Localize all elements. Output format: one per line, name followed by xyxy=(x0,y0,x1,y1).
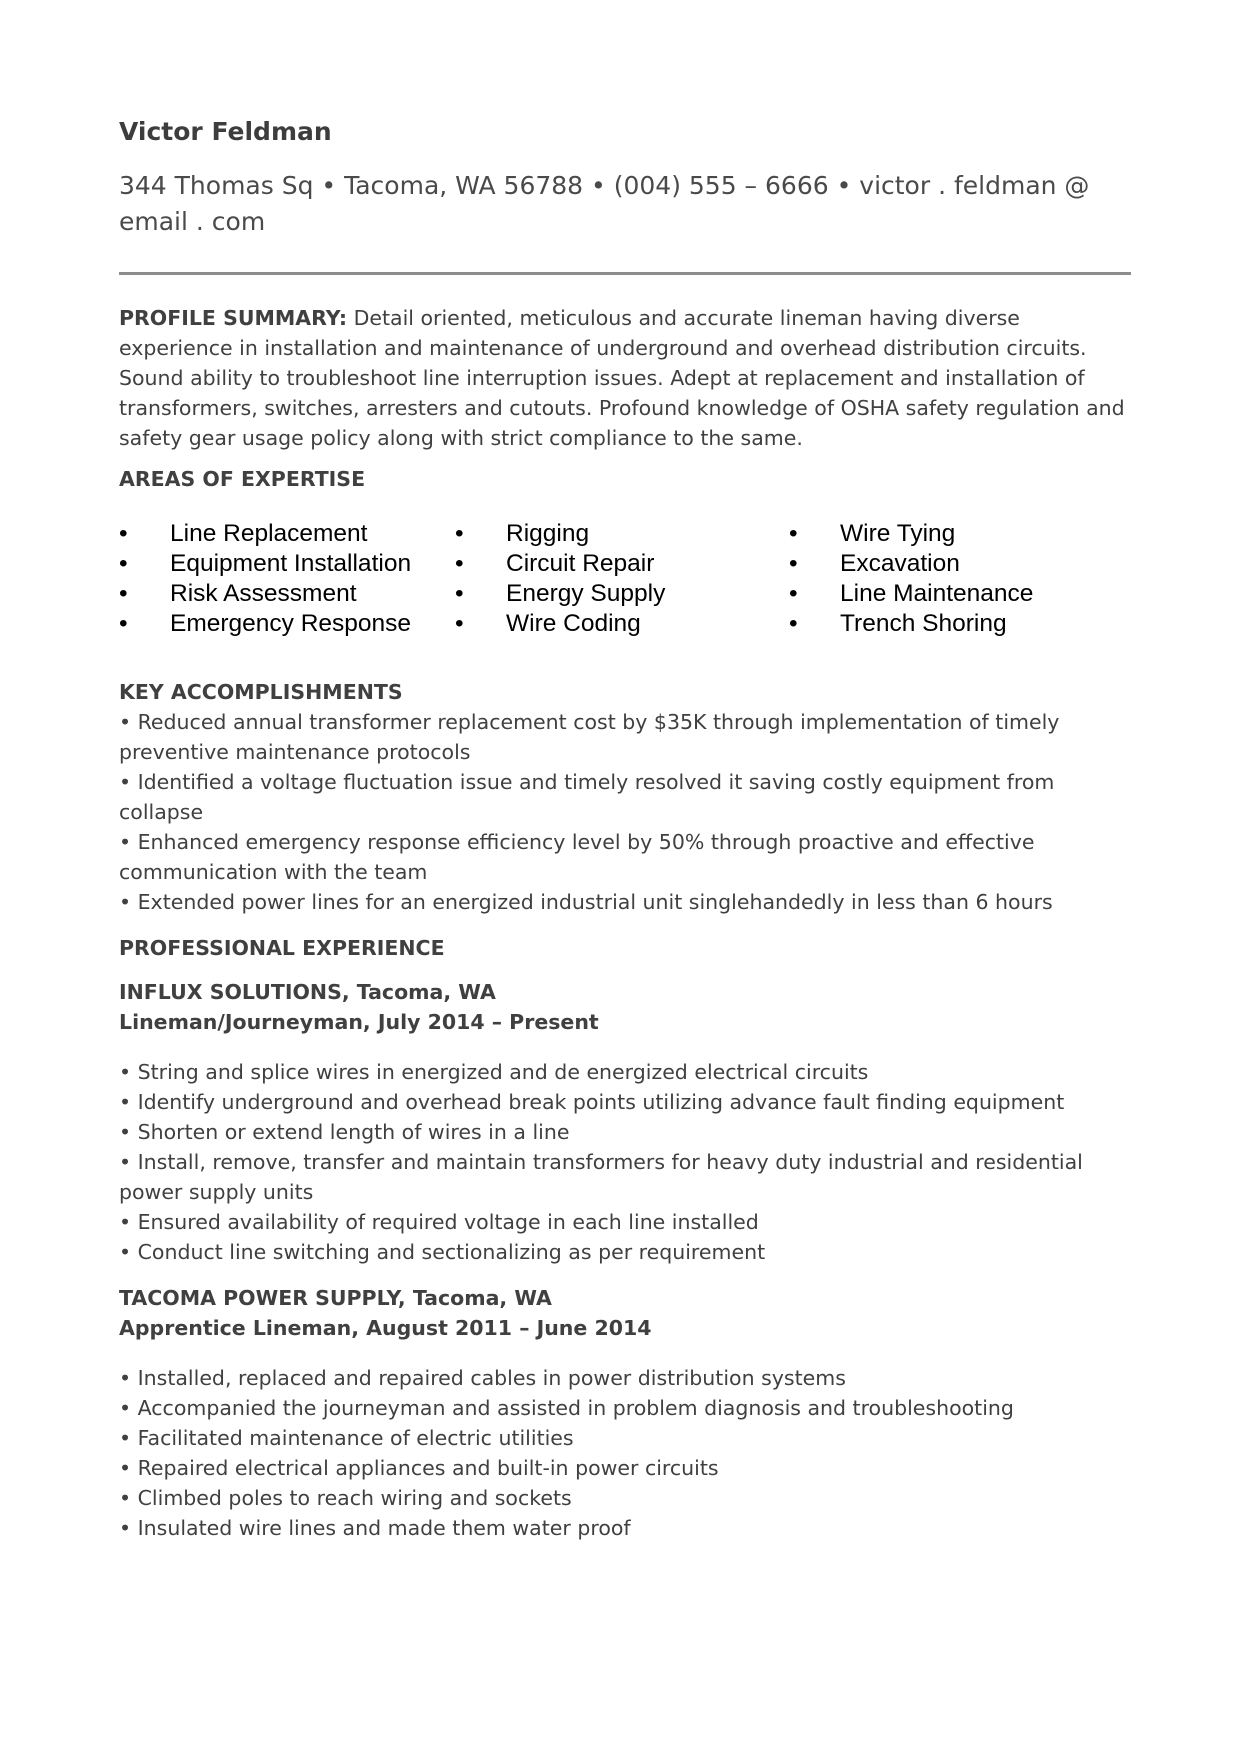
expertise-item xyxy=(455,579,775,609)
list-item: • Identify underground and overhead break points utilizing advance fault finding equipment xyxy=(119,1090,1065,1114)
header-divider xyxy=(119,272,1131,275)
job-duties-list xyxy=(119,1057,1131,1267)
accomplishments-title: KEY ACCOMPLISHMENTS xyxy=(119,680,403,704)
bullet: • xyxy=(455,550,464,577)
list-item: • Facilitated maintenance of electric utilities xyxy=(119,1426,574,1450)
bullet: • xyxy=(455,610,464,637)
job-role: Apprentice Lineman, August 2011 – June 2014 xyxy=(119,1316,652,1340)
expertise-item-label: Equipment Installation xyxy=(170,550,412,577)
list-item: • Ensured availability of required voltage in each line installed xyxy=(119,1210,759,1234)
expertise-item-label: Circuit Repair xyxy=(506,550,655,577)
list-item: • Insulated wire lines and made them water proof xyxy=(119,1516,631,1540)
list-item: • Repaired electrical appliances and built-in power circuits xyxy=(119,1456,719,1480)
bullet: • xyxy=(119,610,128,637)
list-item: • Conduct line switching and sectionalizing as per requirement xyxy=(119,1240,766,1264)
expertise-item xyxy=(455,549,775,579)
job-role: Lineman/Journeyman, July 2014 – Present xyxy=(119,1010,599,1034)
profile-summary-label: PROFILE SUMMARY: xyxy=(119,306,348,330)
expertise-title: AREAS OF EXPERTISE xyxy=(119,467,366,491)
list-item: • Install, remove, transfer and maintain transformers for heavy duty industrial and residential power supply units xyxy=(119,1150,1083,1204)
expertise-item-label: Wire Tying xyxy=(840,520,956,547)
expertise-item-label: Excavation xyxy=(840,550,960,577)
expertise-item xyxy=(789,549,1109,579)
expertise-item-label: Energy Supply xyxy=(506,580,666,607)
list-item: • Extended power lines for an energized industrial unit singlehandedly in less than 6 hours xyxy=(119,890,1053,914)
expertise-item xyxy=(789,609,1109,639)
list-item: • Installed, replaced and repaired cables in power distribution systems xyxy=(119,1366,846,1390)
expertise-column-2 xyxy=(455,519,775,639)
accomplishments-list xyxy=(119,707,1131,917)
list-item: • Enhanced emergency response efficiency level by 50% through proactive and effective communication with the team xyxy=(119,830,1035,884)
list-item: • Climbed poles to reach wiring and sockets xyxy=(119,1486,572,1510)
bullet: • xyxy=(789,550,798,577)
expertise-item-label: Wire Coding xyxy=(506,610,641,637)
list-item: • Accompanied the journeyman and assisted in problem diagnosis and troubleshooting xyxy=(119,1396,1014,1420)
candidate-name: Victor Feldman xyxy=(119,117,332,146)
experience-title: PROFESSIONAL EXPERIENCE xyxy=(119,936,445,960)
profile-summary-text: Detail oriented, meticulous and accurate lineman having diverse experience in installation and maintenance of underground and overhead distribution circuits. Sound ability to troubleshoot line interruption issues. Adept at replacement and installation of transformers, switches, arresters and cutouts. Profound knowledge of OSHA safety regulation and safety gear usage policy along with strict compliance to the same. xyxy=(119,306,1125,450)
list-item: • Shorten or extend length of wires in a line xyxy=(119,1120,570,1144)
bullet: • xyxy=(119,520,128,547)
expertise-item xyxy=(455,609,775,639)
job-company: TACOMA POWER SUPPLY, Tacoma, WA xyxy=(119,1286,552,1310)
expertise-item xyxy=(789,579,1109,609)
contact-line: 344 Thomas Sq • Tacoma, WA 56788 • (004) 555 – 6666 • victor . feldman @ email . com xyxy=(119,171,1090,236)
expertise-item-label: Risk Assessment xyxy=(170,580,357,607)
expertise-column-3 xyxy=(789,519,1109,639)
expertise-item-label: Emergency Response xyxy=(170,610,412,637)
list-item: • String and splice wires in energized and de energized electrical circuits xyxy=(119,1060,869,1084)
bullet: • xyxy=(455,580,464,607)
expertise-item-label: Line Replacement xyxy=(170,520,368,547)
expertise-item-label: Line Maintenance xyxy=(840,580,1034,607)
expertise-item xyxy=(119,609,439,639)
bullet: • xyxy=(789,520,798,547)
profile-summary xyxy=(119,303,1131,453)
expertise-item xyxy=(789,519,1109,549)
expertise-item xyxy=(119,519,439,549)
bullet: • xyxy=(789,610,798,637)
list-item: • Reduced annual transformer replacement cost by $35K through implementation of timely preventive maintenance protocols xyxy=(119,710,1060,764)
list-item: • Identified a voltage fluctuation issue and timely resolved it saving costly equipment from collapse xyxy=(119,770,1055,824)
bullet: • xyxy=(119,550,128,577)
bullet: • xyxy=(455,520,464,547)
expertise-column-1 xyxy=(119,519,439,639)
expertise-item-label: Rigging xyxy=(506,520,590,547)
job-duties-list xyxy=(119,1363,1131,1543)
bullet: • xyxy=(789,580,798,607)
expertise-item xyxy=(455,519,775,549)
bullet: • xyxy=(119,580,128,607)
expertise-item-label: Trench Shoring xyxy=(840,610,1007,637)
expertise-item xyxy=(119,549,439,579)
job-company: INFLUX SOLUTIONS, Tacoma, WA xyxy=(119,980,496,1004)
expertise-item xyxy=(119,579,439,609)
